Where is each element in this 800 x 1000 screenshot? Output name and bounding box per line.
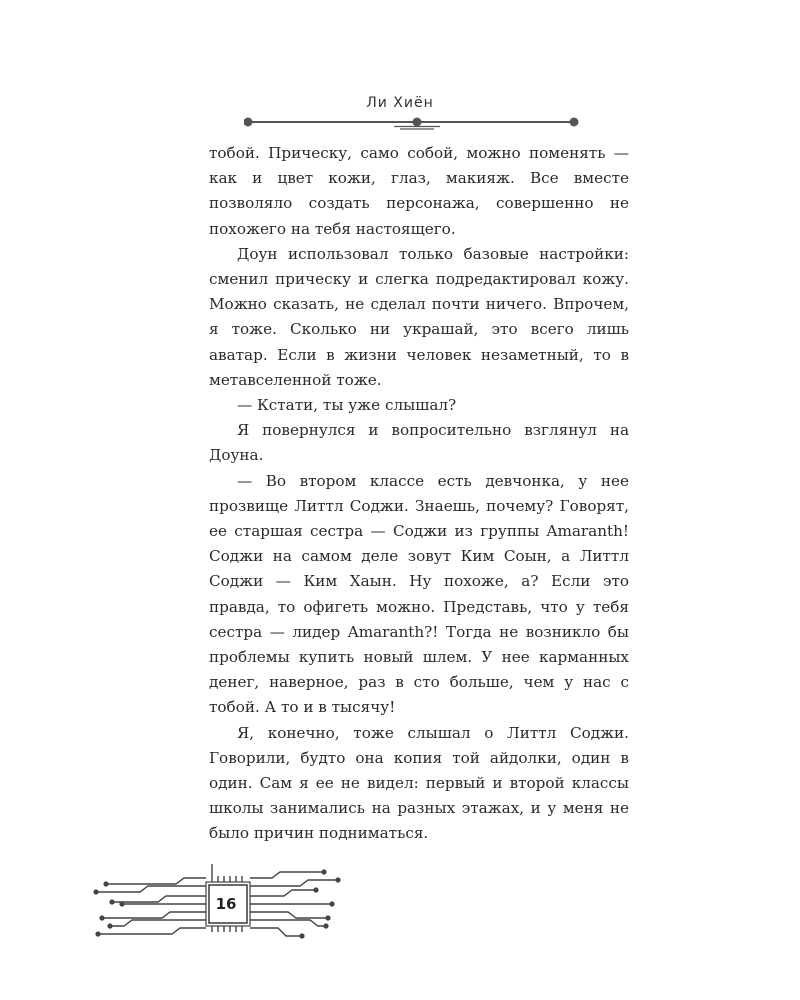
page-number: 16 xyxy=(215,895,237,913)
header-ornament xyxy=(244,114,580,132)
paragraph: Доун использовал только базовые настройки: сменил прическу и слегка подредактировал кожу. Можно сказать, не сделал почти ничего. Впрочем, я тоже. Сколько ни украшай, это всего лишь аватар. Если в жизни человек незаметный, то в метавселенной тоже. xyxy=(209,244,629,389)
running-header xyxy=(0,92,800,111)
paragraph: тобой. Прическу, само собой, можно поменять — как и цвет кожи, глаз, макияж. Все вместе позволяло создать персонажа, совершенно не похожего на тебя настоящего. xyxy=(209,144,629,238)
body-text xyxy=(209,141,629,847)
paragraph: — Кстати, ты уже слышал? xyxy=(237,396,457,415)
paragraph: Я, конечно, тоже слышал о Литтл Соджи. Говорили, будто она копия той айдолки, один в один. Сам я ее не видел: первый и второй классы школы занимались на разных этажах, и у меня не было причин подниматься. xyxy=(209,723,629,843)
author-name: Ли Хиён xyxy=(366,95,434,111)
paragraph: Я повернулся и вопросительно взглянул на Доуна. xyxy=(209,421,629,465)
paragraph: — Во втором классе есть девчонка, у нее прозвище Литтл Соджи. Знаешь, почему? Говорят, ее старшая сестра — Соджи из группы Amaranth! Соджи на самом деле зовут Ким Соын, а Литтл Соджи — Ким Хаын. Ну похоже, а? Если это правда, то офигеть можно. Представь, что у тебя сестра — лидер Amaranth?! Тогда не возникло бы проблемы купить новый шлем. У нее карманных денег, наверное, раз в сто больше, чем у нас с тобой. А то и в тысячу! xyxy=(209,471,629,717)
